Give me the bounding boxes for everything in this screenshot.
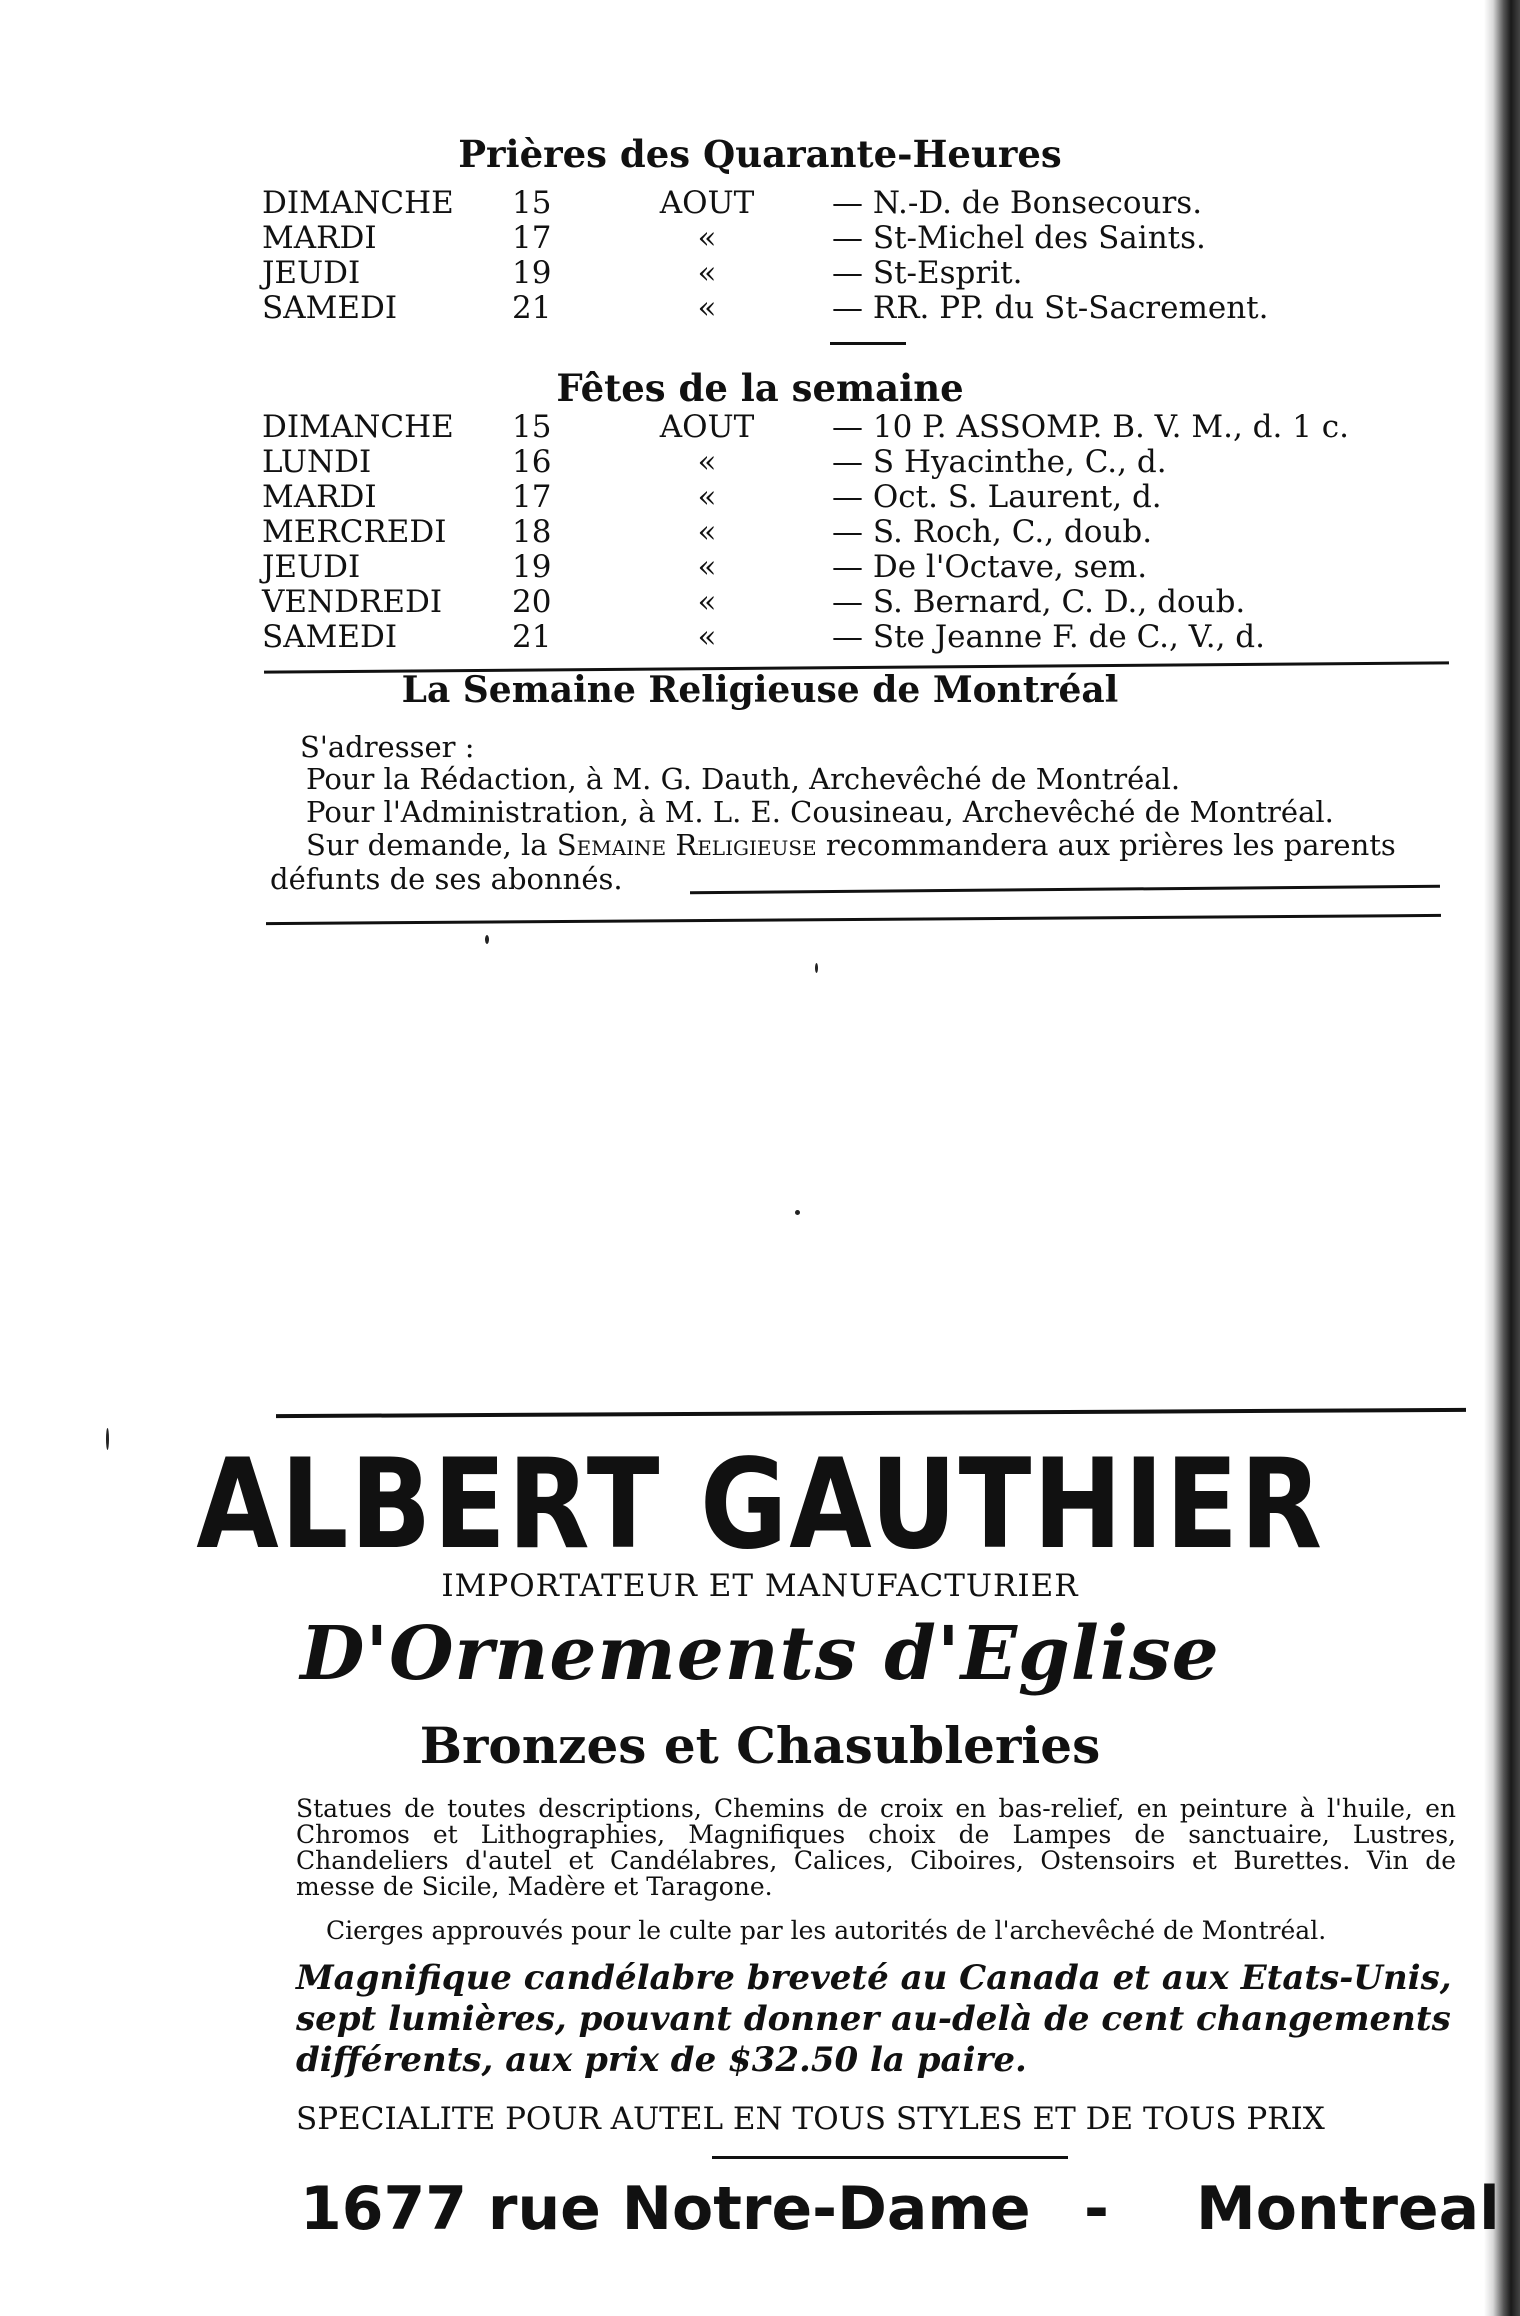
row-day: DIMANCHE: [262, 409, 454, 445]
prayers-title: Prières des Quarante-Heures: [458, 132, 1062, 176]
row-feast: — De l'Octave, sem.: [832, 549, 1148, 585]
short-divider: [830, 342, 906, 345]
notice-prayers-end: recommandera aux prières les parents: [816, 828, 1396, 862]
ad-address-line: [296, 2174, 1500, 2244]
row-feast: — Ste Jeanne F. de C., V., d.: [832, 619, 1265, 655]
row-month: «: [697, 514, 717, 550]
notice-prayers-start: Sur demande, la: [306, 828, 557, 862]
notice-prayers: [306, 828, 1396, 863]
ad-address-bullet: -: [1084, 2174, 1109, 2244]
row-date: 17: [512, 220, 552, 256]
notice-address-label: S'adresser :: [300, 730, 475, 764]
row-feast: — Oct. S. Laurent, d.: [832, 479, 1162, 515]
ad-candles: Cierges approuvés pour le culte par les autorités de l'archevêché de Montréal.: [326, 1916, 1327, 1945]
row-date: 18: [512, 514, 552, 550]
row-date: 17: [512, 479, 552, 515]
row-day: LUNDI: [262, 444, 372, 480]
row-month: AOUT: [659, 185, 755, 221]
notice-redaction: Pour la Rédaction, à M. G. Dauth, Archevêché de Montréal.: [306, 762, 1181, 796]
ad-specialty: SPECIALITE POUR AUTEL EN TOUS STYLES ET DE TOUS PRIX: [296, 2101, 1325, 2137]
print-speck: [485, 935, 489, 944]
ad-address-rule: [712, 2156, 1068, 2159]
row-date: 16: [512, 444, 552, 480]
row-day: MARDI: [262, 479, 377, 515]
ad-candelabra: Magnifique candélabre breveté au Canada et aux Etats-Unis, sept lumières, pouvant donner au-delà de cent changements différents, aux prix de $32.50 la paire.: [296, 1958, 1452, 2080]
notice-rule-upper: [690, 885, 1440, 895]
row-feast: — 10 P. ASSOMP. B. V. M., d. 1 c.: [832, 409, 1350, 445]
row-date: 19: [512, 549, 552, 585]
row-day: JEUDI: [262, 255, 361, 291]
row-day: SAMEDI: [262, 290, 398, 326]
row-church: — RR. PP. du St-Sacrement.: [832, 290, 1269, 326]
row-day: SAMEDI: [262, 619, 398, 655]
row-day: DIMANCHE: [262, 185, 454, 221]
page-edge-shadow: [1484, 0, 1520, 2316]
notice-administration: Pour l'Administration, à M. L. E. Cousineau, Archevêché de Montréal.: [306, 795, 1334, 829]
row-date: 15: [512, 185, 552, 221]
row-month: AOUT: [659, 409, 755, 445]
row-feast: — S Hyacinthe, C., d.: [832, 444, 1167, 480]
row-day: MERCREDI: [262, 514, 447, 550]
advertiser-subtitle: IMPORTATEUR ET MANUFACTURIER: [441, 1568, 1079, 1604]
row-church: — St-Michel des Saints.: [832, 220, 1206, 256]
row-month: «: [697, 220, 717, 256]
notice-rule-lower: [266, 914, 1441, 925]
row-date: 19: [512, 255, 552, 291]
publication-name: Semaine Religieuse: [556, 828, 817, 862]
ad-city: Montreal: [1196, 2174, 1500, 2244]
row-month: «: [697, 479, 717, 515]
row-date: 21: [512, 290, 552, 326]
notice-prayers-cont: défunts de ses abonnés.: [270, 862, 623, 896]
row-date: 20: [512, 584, 552, 620]
row-day: JEUDI: [262, 549, 361, 585]
row-day: VENDREDI: [262, 584, 443, 620]
row-church: — N.-D. de Bonsecours.: [832, 185, 1203, 221]
row-month: «: [697, 549, 717, 585]
print-speck: [815, 963, 818, 973]
row-feast: — S. Bernard, C. D., doub.: [832, 584, 1246, 620]
ad-product-list: Statues de toutes descriptions, Chemins de croix en bas-relief, en peinture à l'huile, en Chromos et Lithographies, Magnifiques choix de Lampes de sanctuaire, Lustres, Chandeliers d'autel et Candélabres, Calices, Ciboires, Ostensoirs et Burettes. Vin de messe de Sicile, Madère et Taragone.: [296, 1794, 1456, 1901]
row-month: «: [697, 290, 717, 326]
row-feast: — S. Roch, C., doub.: [832, 514, 1153, 550]
row-date: 15: [512, 409, 552, 445]
row-month: «: [697, 444, 717, 480]
row-church: — St-Esprit.: [832, 255, 1023, 291]
print-speck: [795, 1210, 800, 1215]
notice-title: La Semaine Religieuse de Montréal: [401, 669, 1119, 711]
ad-headline: D'Ornements d'Eglise: [300, 1611, 1220, 1697]
ad-subheadline: Bronzes et Chasubleries: [419, 1716, 1101, 1775]
row-month: «: [697, 619, 717, 655]
row-month: «: [697, 584, 717, 620]
row-date: 21: [512, 619, 552, 655]
row-month: «: [697, 255, 717, 291]
ad-top-rule: [276, 1408, 1466, 1418]
row-day: MARDI: [262, 220, 377, 256]
feasts-title: Fêtes de la semaine: [556, 366, 964, 410]
advertiser-name: ALBERT GAUTHIER: [196, 1433, 1324, 1577]
ad-street-address: 1677 rue Notre-Dame: [300, 2174, 1031, 2244]
